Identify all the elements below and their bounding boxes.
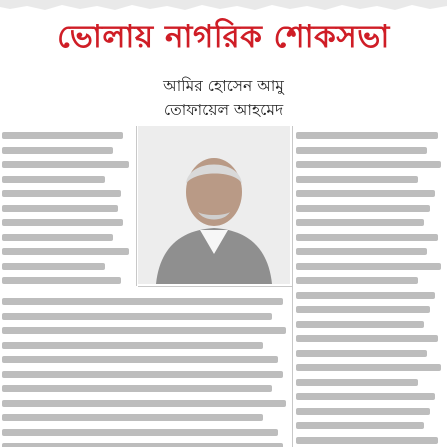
illegible-text-line (296, 205, 430, 212)
torn-paper-edge (0, 0, 447, 14)
illegible-text-line (296, 379, 418, 386)
illegible-text-line (2, 313, 272, 320)
column-divider-right (292, 126, 293, 447)
illegible-text-line (296, 437, 438, 444)
illegible-text-line (296, 393, 435, 400)
illegible-text-line (2, 176, 105, 183)
illegible-text-line (296, 364, 441, 371)
column-right-text (296, 126, 445, 447)
illegible-text-line (296, 234, 438, 241)
illegible-text-line (2, 161, 129, 168)
column-bottom-text (2, 292, 292, 447)
illegible-text-line (296, 248, 427, 255)
illegible-text-line (296, 422, 424, 429)
illegible-text-lines (2, 292, 292, 447)
illegible-text-line (2, 356, 278, 363)
subheadline (6, 74, 441, 122)
illegible-text-line (2, 248, 129, 255)
subheadline-line-2: তোফায়েল আহমেদ (163, 101, 284, 119)
illegible-text-line (296, 132, 438, 139)
illegible-text-line (296, 147, 427, 154)
illegible-text-line (2, 371, 283, 378)
illegible-text-line (296, 335, 438, 342)
illegible-text-line (296, 190, 435, 197)
photo-bottom-rule (138, 286, 292, 287)
illegible-text-line (296, 292, 435, 299)
illegible-text-line (296, 219, 424, 226)
illegible-text-line (2, 400, 286, 407)
illegible-text-line (296, 408, 430, 415)
illegible-text-line (2, 205, 118, 212)
illegible-text-line (296, 263, 441, 270)
illegible-text-line (2, 132, 123, 139)
illegible-text-line (296, 321, 424, 328)
illegible-text-line (296, 350, 427, 357)
illegible-text-line (296, 306, 430, 313)
illegible-text-line (296, 161, 441, 168)
illegible-text-line (2, 429, 278, 436)
illegible-text-line (2, 298, 283, 305)
subheadline-line-1: আমির হোসেন আমু (163, 77, 284, 95)
illegible-text-line (2, 385, 272, 392)
illegible-text-line (2, 342, 263, 349)
illegible-text-line (296, 176, 418, 183)
illegible-text-line (2, 147, 113, 154)
headline: ভোলায় নাগরিক শোকসভা (57, 19, 390, 55)
illegible-text-lines (296, 126, 445, 447)
illegible-text-line (2, 190, 121, 197)
illegible-text-line (2, 327, 286, 334)
illegible-text-line (2, 277, 121, 284)
illegible-text-line (2, 443, 283, 447)
column-divider-left (136, 126, 137, 286)
illegible-text-line (296, 277, 418, 284)
illegible-text-line (2, 234, 113, 241)
illegible-text-line (2, 263, 105, 270)
illegible-text-line (2, 219, 123, 226)
portrait-photo (138, 126, 290, 284)
article-columns (0, 126, 447, 447)
illegible-text-line (2, 414, 263, 421)
portrait-photo-icon (138, 126, 290, 284)
